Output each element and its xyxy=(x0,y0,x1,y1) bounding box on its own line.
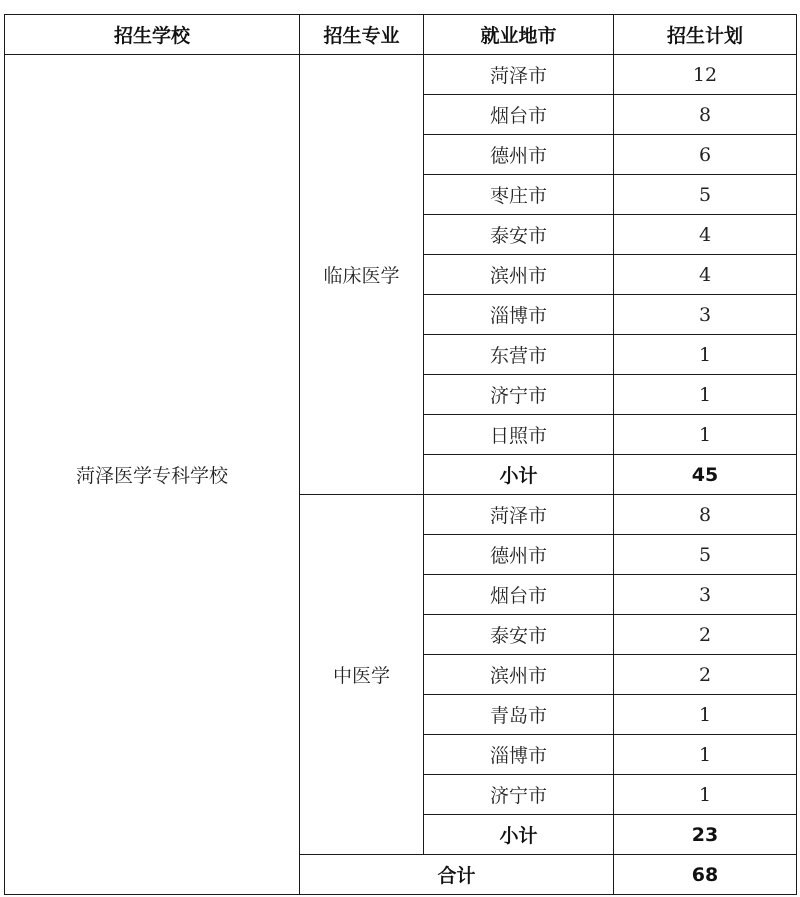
header-plan: 招生计划 xyxy=(614,15,797,55)
header-school: 招生学校 xyxy=(5,15,300,55)
plan-cell: 1 xyxy=(614,335,797,375)
plan-cell: 1 xyxy=(614,775,797,815)
school-cell: 菏泽医学专科学校 xyxy=(5,55,300,895)
city-cell: 东营市 xyxy=(424,335,614,375)
city-cell: 菏泽市 xyxy=(424,495,614,535)
admission-plan-table xyxy=(4,14,797,895)
plan-cell: 5 xyxy=(614,535,797,575)
city-cell: 烟台市 xyxy=(424,575,614,615)
plan-cell: 8 xyxy=(614,95,797,135)
plan-cell: 4 xyxy=(614,255,797,295)
city-cell: 济宁市 xyxy=(424,375,614,415)
header-city: 就业地市 xyxy=(424,15,614,55)
plan-cell: 1 xyxy=(614,735,797,775)
subtotal-value: 45 xyxy=(614,455,797,495)
header-major: 招生专业 xyxy=(300,15,424,55)
plan-cell: 6 xyxy=(614,135,797,175)
city-cell: 泰安市 xyxy=(424,615,614,655)
plan-cell: 5 xyxy=(614,175,797,215)
plan-cell: 4 xyxy=(614,215,797,255)
subtotal-label: 小计 xyxy=(424,815,614,855)
city-cell: 烟台市 xyxy=(424,95,614,135)
city-cell: 菏泽市 xyxy=(424,55,614,95)
subtotal-value: 23 xyxy=(614,815,797,855)
city-cell: 枣庄市 xyxy=(424,175,614,215)
plan-cell: 8 xyxy=(614,495,797,535)
total-value: 68 xyxy=(614,855,797,895)
plan-cell: 2 xyxy=(614,655,797,695)
major-cell: 临床医学 xyxy=(300,55,424,495)
city-cell: 济宁市 xyxy=(424,775,614,815)
city-cell: 淄博市 xyxy=(424,295,614,335)
table-body xyxy=(5,55,797,895)
header-row xyxy=(5,15,797,55)
plan-cell: 1 xyxy=(614,695,797,735)
city-cell: 青岛市 xyxy=(424,695,614,735)
city-cell: 泰安市 xyxy=(424,215,614,255)
city-cell: 德州市 xyxy=(424,535,614,575)
plan-cell: 1 xyxy=(614,415,797,455)
plan-cell: 12 xyxy=(614,55,797,95)
plan-cell: 3 xyxy=(614,295,797,335)
total-label: 合计 xyxy=(300,855,614,895)
document-root xyxy=(4,14,797,895)
major-cell: 中医学 xyxy=(300,495,424,855)
plan-cell: 1 xyxy=(614,375,797,415)
plan-cell: 2 xyxy=(614,615,797,655)
city-cell: 淄博市 xyxy=(424,735,614,775)
city-cell: 滨州市 xyxy=(424,655,614,695)
city-cell: 滨州市 xyxy=(424,255,614,295)
plan-cell: 3 xyxy=(614,575,797,615)
table-row xyxy=(5,55,797,95)
city-cell: 日照市 xyxy=(424,415,614,455)
city-cell: 德州市 xyxy=(424,135,614,175)
subtotal-label: 小计 xyxy=(424,455,614,495)
